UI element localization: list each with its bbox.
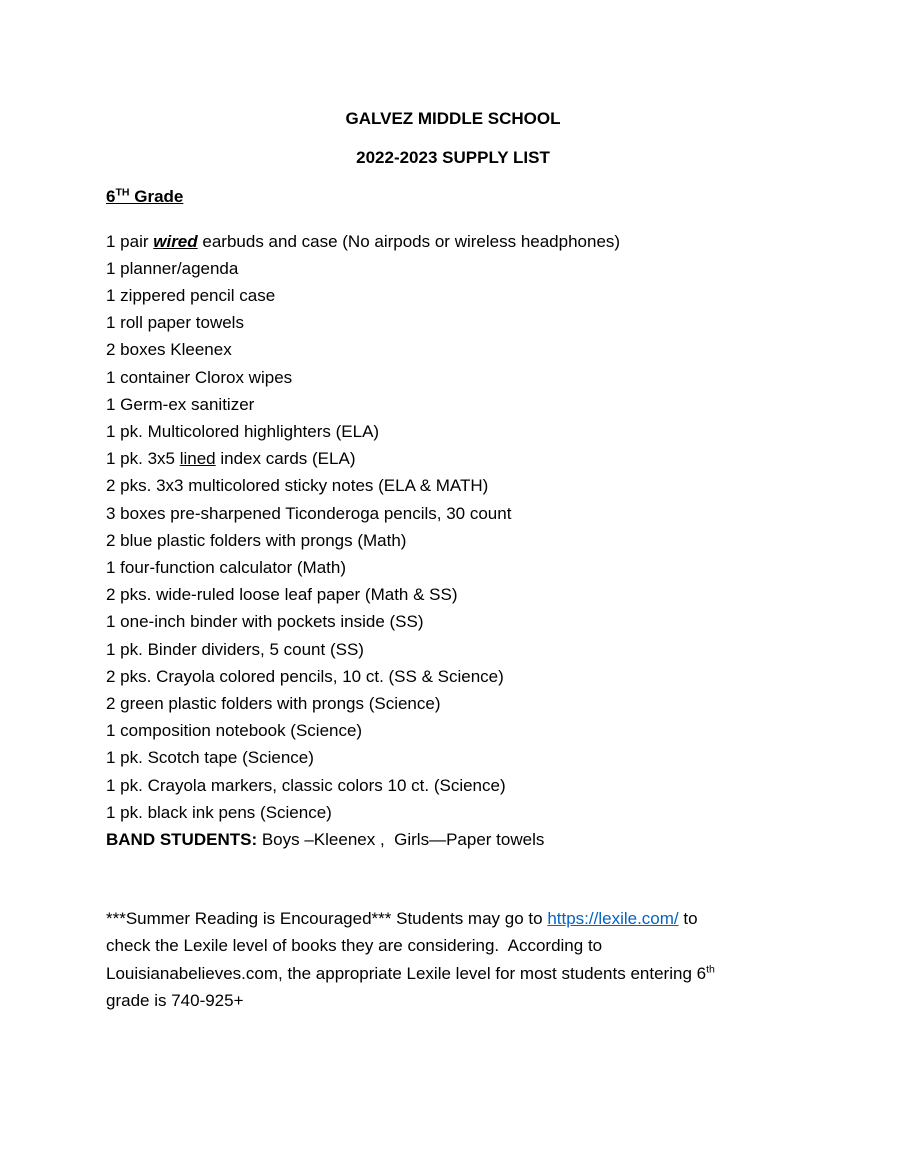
supply-item bbox=[106, 772, 800, 799]
text-segment: Boys –Kleenex , Girls—Paper towels bbox=[257, 830, 545, 850]
text-segment: 1 pair bbox=[106, 231, 154, 251]
supply-item bbox=[106, 364, 800, 391]
text-segment: 2 green plastic folders with prongs (Science) bbox=[106, 694, 441, 714]
text-segment: 2 boxes Kleenex bbox=[106, 340, 232, 360]
text-segment: grade is 740-925+ bbox=[106, 990, 244, 1010]
paragraph-line bbox=[106, 905, 800, 932]
summer-reading-paragraph bbox=[106, 905, 800, 1014]
text-segment: 3 boxes pre-sharpened Ticonderoga pencils, 30 count bbox=[106, 503, 512, 523]
supply-item bbox=[106, 527, 800, 554]
text-segment: index cards (ELA) bbox=[215, 449, 356, 469]
grade-superscript: TH bbox=[115, 186, 130, 199]
text-segment: 1 planner/agenda bbox=[106, 258, 239, 278]
supply-list bbox=[106, 228, 800, 854]
supply-item bbox=[106, 663, 800, 690]
text-segment: check the Lexile level of books they are considering. According to bbox=[106, 936, 603, 956]
paragraph-line bbox=[106, 960, 800, 987]
text-segment: earbuds and case (No airpods or wireless headphones) bbox=[197, 231, 621, 251]
superscript-text: th bbox=[706, 963, 715, 976]
text-segment: 1 container Clorox wipes bbox=[106, 367, 293, 387]
text-segment: Louisianabelieves.com, the appropriate Lexile level for most students entering 6 bbox=[106, 963, 707, 983]
text-segment: 1 four-function calculator (Math) bbox=[106, 558, 346, 578]
supply-item bbox=[106, 336, 800, 363]
text-segment: ***Summer Reading is Encouraged*** Students may go to bbox=[106, 909, 548, 929]
supply-item bbox=[106, 228, 800, 255]
supply-item bbox=[106, 717, 800, 744]
text-segment: 1 composition notebook (Science) bbox=[106, 721, 363, 741]
page-subtitle: 2022-2023 SUPPLY LIST bbox=[356, 148, 550, 168]
supply-item bbox=[106, 391, 800, 418]
paragraph-line bbox=[106, 932, 800, 959]
text-segment: 1 pk. black ink pens (Science) bbox=[106, 802, 332, 822]
text-segment: 1 pk. Multicolored highlighters (ELA) bbox=[106, 422, 380, 442]
grade-heading bbox=[106, 183, 800, 210]
text-segment: 1 roll paper towels bbox=[106, 313, 244, 333]
paragraph-line bbox=[106, 987, 800, 1014]
grade-label: Grade bbox=[129, 187, 184, 207]
text-segment: 2 blue plastic folders with prongs (Math) bbox=[106, 530, 407, 550]
supply-item bbox=[106, 554, 800, 581]
supply-item bbox=[106, 445, 800, 472]
text-segment: 1 zippered pencil case bbox=[106, 286, 276, 306]
lexile-link[interactable]: https://lexile.com/ bbox=[547, 909, 679, 929]
text-segment: 2 pks. 3x3 multicolored sticky notes (ELA & MATH) bbox=[106, 476, 489, 496]
text-segment: BAND STUDENTS: bbox=[106, 830, 258, 850]
supply-item bbox=[106, 282, 800, 309]
supply-item bbox=[106, 255, 800, 282]
text-segment: 1 Germ-ex sanitizer bbox=[106, 394, 255, 414]
page-title: GALVEZ MIDDLE SCHOOL bbox=[345, 109, 561, 128]
supply-item bbox=[106, 472, 800, 499]
grade-number: 6 bbox=[106, 187, 116, 207]
text-segment: 2 pks. Crayola colored pencils, 10 ct. (SS & Science) bbox=[106, 666, 504, 686]
supply-item bbox=[106, 309, 800, 336]
supply-item bbox=[106, 581, 800, 608]
supply-item bbox=[106, 500, 800, 527]
text-segment: 1 pk. Crayola markers, classic colors 10 ct. (Science) bbox=[106, 775, 506, 795]
text-segment: wired bbox=[153, 231, 198, 251]
supply-item bbox=[106, 826, 800, 853]
supply-item bbox=[106, 636, 800, 663]
supply-item bbox=[106, 608, 800, 635]
text-segment: 1 one-inch binder with pockets inside (SS) bbox=[106, 612, 424, 632]
text-segment: 2 pks. wide-ruled loose leaf paper (Math & SS) bbox=[106, 585, 458, 605]
text-segment: 1 pk. Scotch tape (Science) bbox=[106, 748, 314, 768]
supply-item bbox=[106, 799, 800, 826]
supply-item bbox=[106, 690, 800, 717]
text-segment: 1 pk. Binder dividers, 5 count (SS) bbox=[106, 639, 364, 659]
text-segment: lined bbox=[179, 449, 216, 469]
supply-item bbox=[106, 418, 800, 445]
text-segment: to bbox=[678, 909, 698, 929]
supply-item bbox=[106, 744, 800, 771]
text-segment: 1 pk. 3x5 bbox=[106, 449, 180, 469]
